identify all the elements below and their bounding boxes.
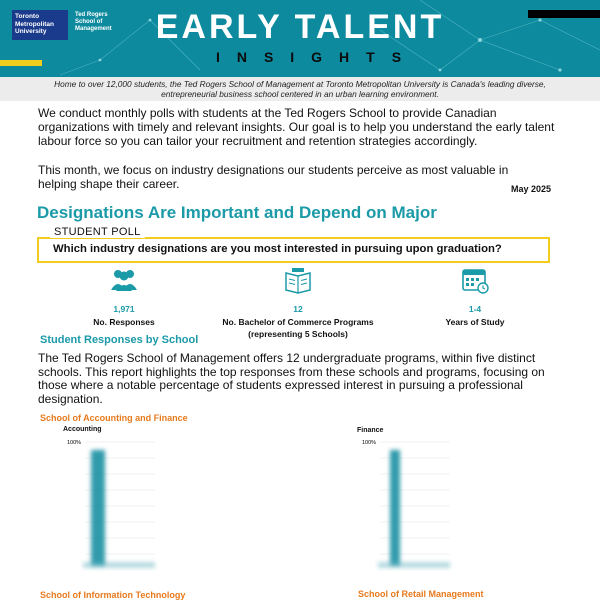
decorative-black-bar [528,10,600,18]
axis-labels-blur [378,562,450,568]
school-label: School of Accounting and Finance [40,413,188,423]
stat-programs [198,266,398,340]
tagline: Home to over 12,000 students, the Ted Rogers School of Management at Toronto Metropolitan University is Canada's leading diverse, entrepreneurial business school centered in an urban learning environment. [0,77,600,101]
school-label: School of Information Technology [40,590,186,600]
poll-label: STUDENT POLL [50,226,145,238]
book-icon [283,266,313,294]
stat-value: 1-4 [468,304,482,314]
banner-subtitle: INSIGHTS [215,49,419,65]
header-banner [0,0,600,77]
chart-title: Finance [357,427,384,434]
blurred-bars [83,450,155,568]
section-heading: Designations Are Important and Depend on Major [37,203,437,222]
stat-responses [74,266,174,328]
school-label: School of Retail Management [358,589,484,599]
tick-label: 100% [362,440,377,446]
sub-heading: Student Responses by School [40,334,199,346]
stat-label: No. Bachelor of Commerce Programs (representing 5 Schools) [222,317,374,339]
stat-years [415,266,535,328]
ted-rogers-logo-text: Ted Rogers School of Management [75,12,112,32]
bar [91,450,105,566]
report-date: May 2025 [511,184,552,194]
intro-paragraph: We conduct monthly polls with students at the Ted Rogers School to provide Canadian organizations with timely and relevant insights. Our goal is to help you understand the early talent labour force so you can tailor your recruitment and retention strategies accordingly. [38,106,555,148]
finance-chart [350,436,460,571]
axis-labels-blur [83,562,155,568]
section-body: The Ted Rogers School of Management offers 12 undergraduate programs, within five distinct schools. This report highlights the top responses from these schools and programs, focusing on those where a notable percentage of students expressed interest in pursuing a professional designation. [38,351,545,406]
tick-label: 100% [67,440,82,446]
blurred-bars [378,450,450,568]
banner-title: EARLY TALENT [155,8,445,46]
decorative-yellow-bar [0,60,42,66]
stat-value: 1,971 [113,304,135,314]
stat-value: 12 [293,304,303,314]
intro-paragraph-2: This month, we focus on industry designations our students perceive as most valuable in helping shape their career. [38,163,509,191]
stat-label: Years of Study [445,317,505,327]
chart-title: Accounting [63,426,102,433]
tmu-logo: Toronto Metropolitan University [12,10,68,40]
accounting-chart [55,436,165,571]
bar [390,450,400,566]
calendar-icon [460,266,490,294]
stat-label: No. Responses [93,317,155,327]
people-icon [109,266,139,294]
poll-question: Which industry designations are you most interested in pursuing upon graduation? [53,243,502,255]
